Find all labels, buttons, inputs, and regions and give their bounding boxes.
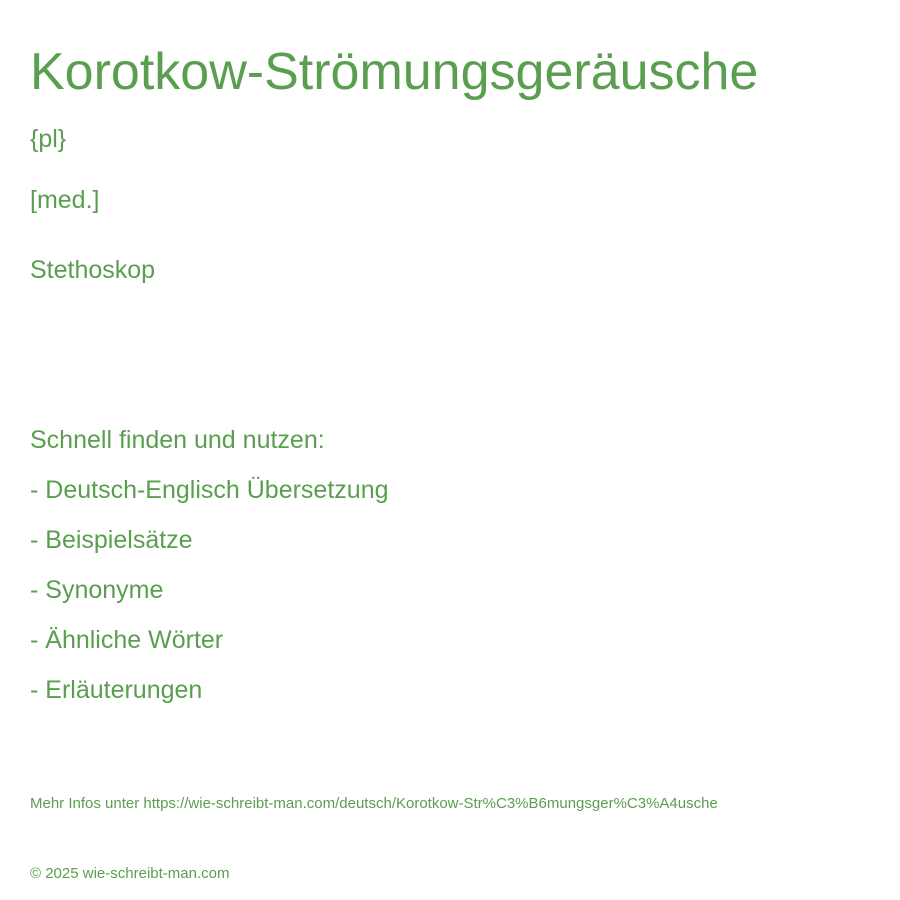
feature-item-explanations: - Erläuterungen [30,676,203,704]
feature-item-similar-words: - Ähnliche Wörter [30,626,224,654]
related-term: Stethoskop [30,256,156,284]
field-label: [med.] [30,186,100,214]
more-info-link[interactable]: Mehr Infos unter https://wie-schreibt-man.com/deutsch/Korotkow-Str%C3%B6mungsger%C3%A4usche [30,795,718,812]
grammar-label: {pl} [30,125,67,153]
page-title: Korotkow-Strömungsgeräusche [30,43,759,101]
features-heading: Schnell finden und nutzen: [30,426,325,454]
feature-item-synonyms: - Synonyme [30,576,164,604]
copyright-notice: © 2025 wie-schreibt-man.com [30,865,230,882]
feature-list [30,475,389,725]
feature-item-translation: - Deutsch-Englisch Übersetzung [30,476,389,504]
feature-item-examples: - Beispielsätze [30,526,193,554]
